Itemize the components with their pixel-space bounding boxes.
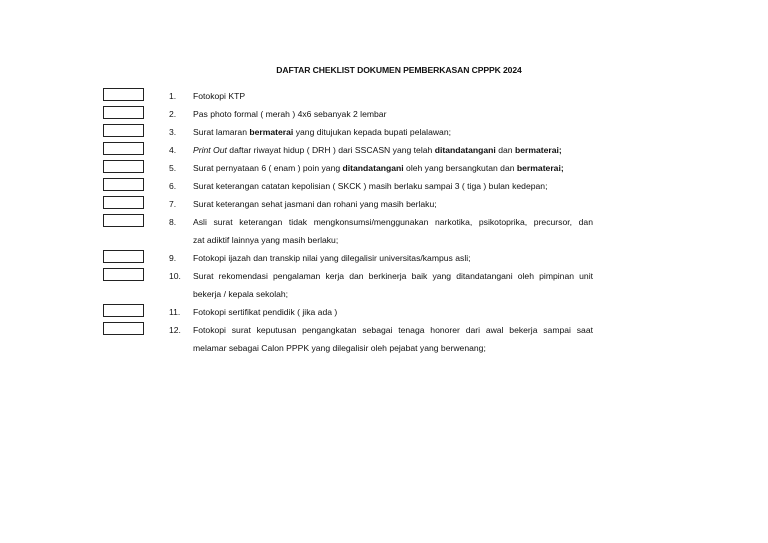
- checklist-item-12: [0, 321, 768, 339]
- item-text: Fotokopi ijazah dan transkip nilai yang dilegalisir universitas/kampus asli;: [193, 253, 471, 263]
- checklist-item-1: [0, 87, 768, 105]
- item-text: Fotokopi KTP: [193, 91, 246, 101]
- item-text: Surat keterangan sehat jasmani dan rohani yang masih berlaku;: [193, 199, 437, 209]
- item-text: Surat pernyataan 6 ( enam ) poin yang ditandatangani oleh yang bersangkutan dan bermaterai;: [193, 163, 564, 173]
- item-text: Fotokopi sertifikat pendidik ( jika ada ): [193, 307, 338, 317]
- item-number: 5.: [169, 163, 177, 173]
- item-number: 3.: [169, 127, 177, 137]
- checkbox[interactable]: [103, 124, 144, 137]
- item-text: Asli surat keterangan tidak mengkonsumsi/menggunakan narkotika, psikotoprika, precursor, dan: [193, 217, 593, 227]
- checklist-item-11: [0, 303, 768, 321]
- item-number: 9.: [169, 253, 177, 263]
- item-text: Print Out daftar riwayat hidup ( DRH ) dari SSCASN yang telah ditandatangani dan bermaterai;: [193, 145, 562, 155]
- item-number: 10.: [169, 271, 181, 281]
- checkbox[interactable]: [103, 322, 144, 335]
- checkbox[interactable]: [103, 268, 144, 281]
- checklist-item-8: [0, 213, 768, 231]
- checklist-item-2: [0, 105, 768, 123]
- item-text: Surat keterangan catatan kepolisian ( SKCK ) masih berlaku sampai 3 ( tiga ) bulan kedepan;: [193, 181, 548, 191]
- item-text: Surat rekomendasi pengalaman kerja dan berkinerja baik yang ditandatangani oleh pimpinan unit: [193, 271, 593, 281]
- checkbox[interactable]: [103, 88, 144, 101]
- item-number: 4.: [169, 145, 177, 155]
- checkbox[interactable]: [103, 178, 144, 191]
- item-number: 12.: [169, 325, 181, 335]
- item-number: 6.: [169, 181, 177, 191]
- checkbox[interactable]: [103, 160, 144, 173]
- item-text: bekerja / kepala sekolah;: [193, 289, 289, 299]
- checklist-item-10-continuation: [0, 285, 768, 303]
- checklist-item-4: [0, 141, 768, 159]
- item-number: 1.: [169, 91, 177, 101]
- checklist-item-5: [0, 159, 768, 177]
- checklist-item-12-continuation: [0, 339, 768, 357]
- checklist-item-6: [0, 177, 768, 195]
- checklist-item-8-continuation: [0, 231, 768, 249]
- item-number: 7.: [169, 199, 177, 209]
- item-text: zat adiktif lainnya yang masih berlaku;: [193, 235, 339, 245]
- checklist-item-9: [0, 249, 768, 267]
- item-number: 11.: [169, 307, 181, 317]
- checkbox[interactable]: [103, 214, 144, 227]
- checkbox[interactable]: [103, 196, 144, 209]
- checklist-item-10: [0, 267, 768, 285]
- checkbox[interactable]: [103, 304, 144, 317]
- checklist-item-7: [0, 195, 768, 213]
- item-text: Pas photo formal ( merah ) 4x6 sebanyak 2 lembar: [193, 109, 387, 119]
- checkbox[interactable]: [103, 142, 144, 155]
- item-number: 8.: [169, 217, 177, 227]
- checkbox[interactable]: [103, 250, 144, 263]
- item-text: Surat lamaran bermaterai yang ditujukan kepada bupati pelalawan;: [193, 127, 451, 137]
- checklist-item-3: [0, 123, 768, 141]
- item-text: Fotokopi surat keputusan pengangkatan sebagai tenaga honorer dari awal bekerja sampai saat: [193, 325, 593, 335]
- checkbox[interactable]: [103, 106, 144, 119]
- document-title: DAFTAR CHEKLIST DOKUMEN PEMBERKASAN CPPPK 2024: [276, 65, 522, 75]
- item-number: 2.: [169, 109, 177, 119]
- item-text: melamar sebagai Calon PPPK yang dilegalisir oleh pejabat yang berwenang;: [193, 343, 486, 353]
